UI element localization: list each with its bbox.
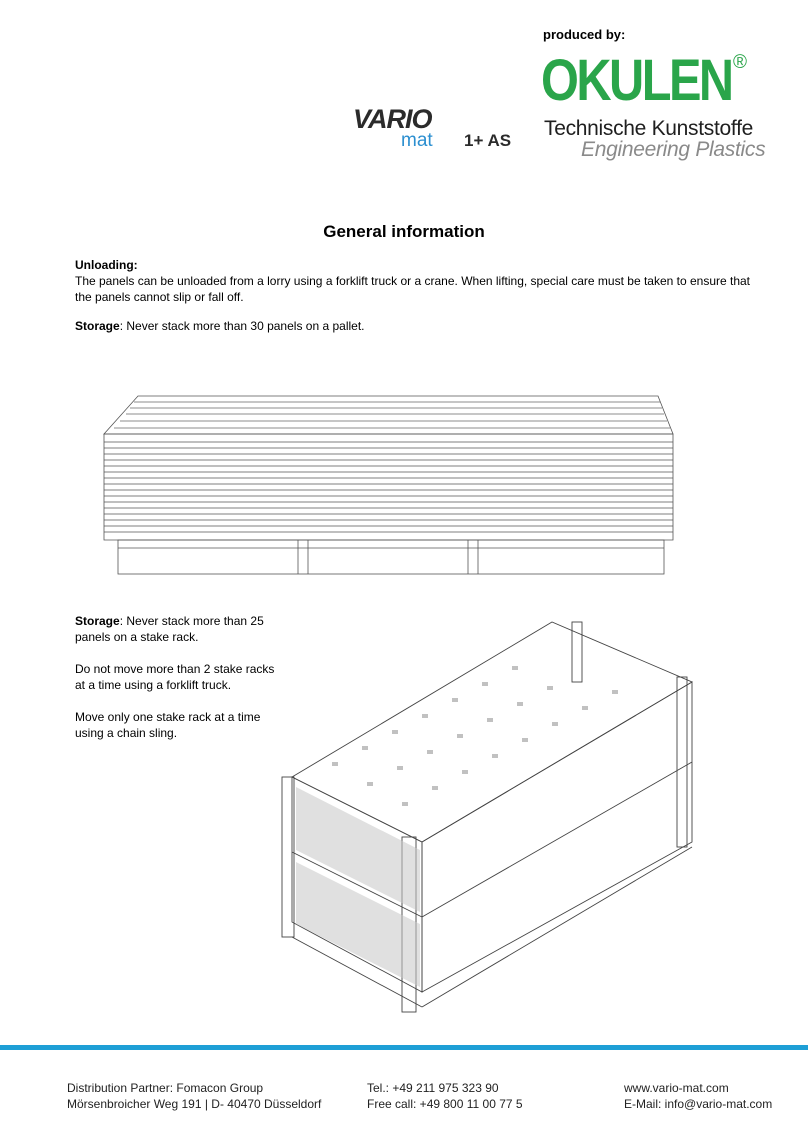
partner-address: Mörsenbroicher Weg 191 | D- 40470 Düsseldorf — [67, 1097, 322, 1111]
partner-name: Distribution Partner: Fomacon Group — [67, 1081, 264, 1095]
tagline-english: Engineering Plastics — [581, 138, 766, 161]
vario-mat-logo — [353, 104, 518, 154]
stake-rack-illustration — [272, 612, 712, 1032]
website-link[interactable]: www.vario-mat.com — [624, 1081, 729, 1095]
footer-partner — [67, 1080, 321, 1112]
footer-divider — [0, 1045, 808, 1050]
pallet-stack-illustration — [98, 388, 683, 578]
storage-label-rack: Storage — [75, 614, 120, 628]
storage-pallet-text: : Never stack more than 30 panels on a pallet. — [119, 319, 365, 333]
storage-pallet-paragraph — [75, 318, 755, 334]
unloading-heading: Unloading: — [75, 258, 138, 272]
storage-label: Storage — [75, 319, 120, 333]
footer-phone — [367, 1080, 523, 1112]
tagline-german: Technische Kunststoffe — [544, 117, 753, 140]
stake-rack-info — [75, 613, 275, 757]
produced-by-label: produced by: — [543, 27, 626, 42]
registered-mark: ® — [733, 52, 747, 73]
forklift-paragraph: Do not move more than 2 stake racks at a time using a forklift truck. — [75, 662, 275, 692]
svg-text:mat: mat — [401, 130, 433, 151]
unloading-section — [75, 257, 755, 305]
storage-rack-paragraph — [75, 613, 275, 645]
email-link[interactable]: E-Mail: info@vario-mat.com — [624, 1097, 773, 1111]
unloading-text: The panels can be unloaded from a lorry using a forklift truck or a crane. When lifting, special care must be taken to ensure that the panels cannot slip or fall off. — [75, 274, 751, 304]
footer-web — [624, 1080, 772, 1112]
okulen-logo: OKULEN — [541, 48, 732, 113]
svg-text:VARIO: VARIO — [353, 104, 432, 134]
telephone: Tel.: +49 211 975 323 90 — [367, 1081, 499, 1095]
svg-text:1+ AS: 1+ AS — [464, 131, 512, 150]
free-call: Free call: +49 800 11 00 77 5 — [367, 1097, 523, 1111]
page-title: General information — [323, 222, 485, 241]
chain-sling-paragraph: Move only one stake rack at a time using a chain sling. — [75, 710, 261, 740]
storage-rack-text: : Never stack more than 25 panels on a stake rack. — [75, 614, 264, 644]
